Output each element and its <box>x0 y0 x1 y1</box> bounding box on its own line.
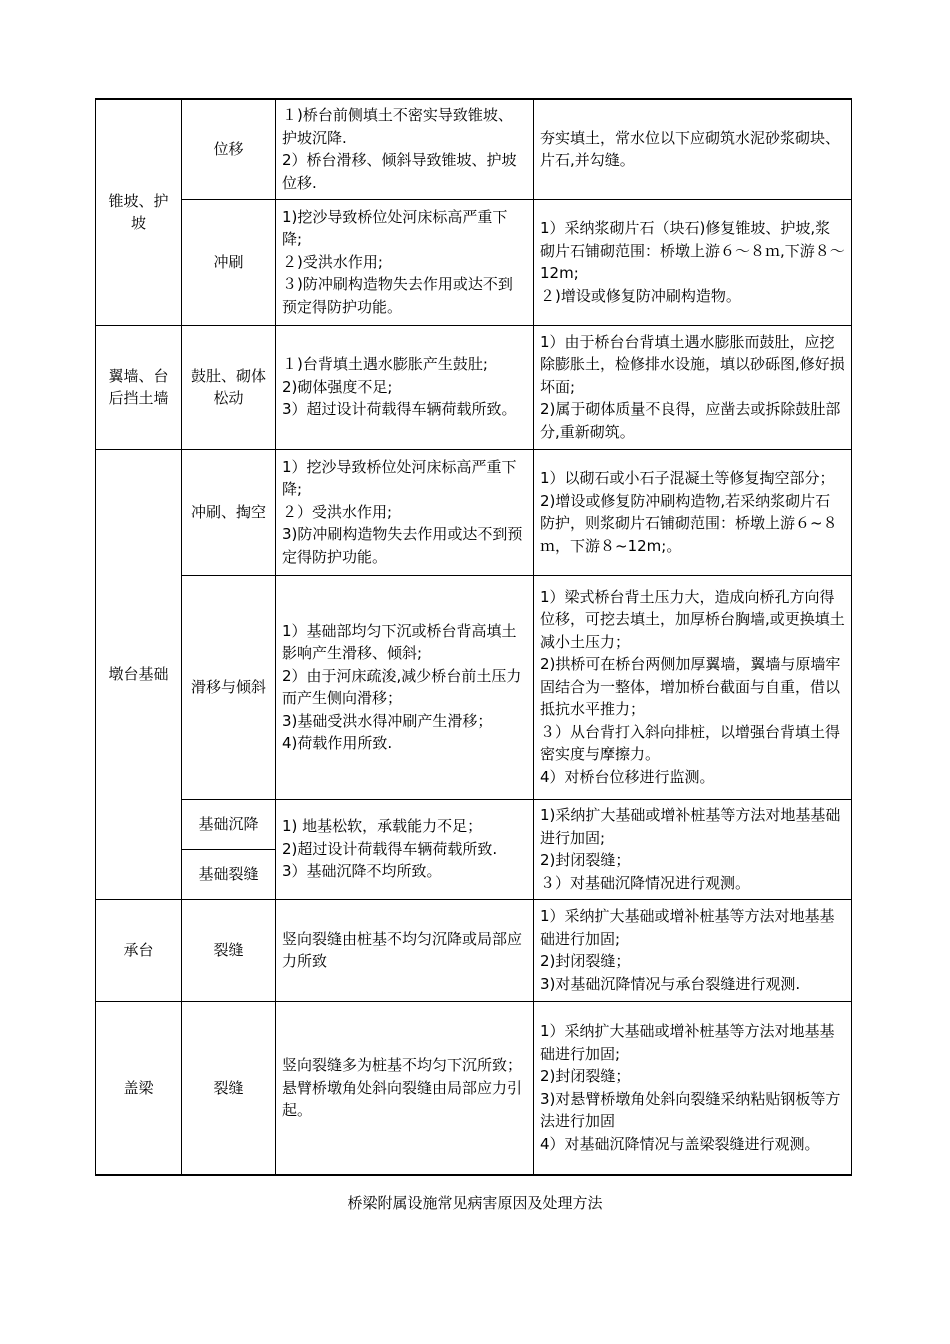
cause-line: ２）受洪水作用; <box>282 502 393 521</box>
category-cell: 翼墙、台后挡土墙 <box>96 325 182 449</box>
item-cell: 冲刷、掏空 <box>182 449 276 575</box>
fix-line: 4）对桥台位移进行监测。 <box>540 767 715 786</box>
cause-cell <box>276 799 534 899</box>
fix-line: 1）采纳扩大基础或增补桩基等方法对地基基础进行加固; <box>540 907 835 948</box>
cause-line: 3)基础受洪水得冲刷产生滑移； <box>282 711 493 730</box>
cause-line: １)台背填土遇水膨胀产生鼓肚; <box>282 355 488 374</box>
item-cell: 基础沉降 <box>182 799 276 849</box>
category-cell: 锥坡、护坡 <box>96 99 182 325</box>
fix-line: 夯实填土，常水位以下应砌筑水泥砂浆砌块、片石,并勾缝。 <box>540 128 841 170</box>
fix-cell <box>534 799 852 899</box>
fix-cell <box>534 575 852 799</box>
fix-line: ２)增设或修复防冲刷构造物。 <box>540 286 741 305</box>
fix-line: 2)封闭裂缝； <box>540 1067 631 1086</box>
fix-line: 2)拱桥可在桥台两侧加厚翼墙，翼墙与原墙牢固结合为一整体，增加桥台截面与自重，借以抵抗水平推力； <box>540 655 841 719</box>
cause-line: 1) 地基松软，承载能力不足； <box>282 817 483 836</box>
fix-cell <box>534 449 852 575</box>
fix-line: 3)对悬臂桥墩角处斜向裂缝采纳粘贴钢板等方法进行加固 <box>540 1089 841 1131</box>
fix-line: 1）采纳浆砌片石（块石)修复锥坡、护坡,浆砌片石铺砌范围：桥墩上游６～８ｍ,下游８～12m; <box>540 219 845 282</box>
item-cell: 滑移与倾斜 <box>182 575 276 799</box>
fix-line: 2)增设或修复防冲刷构造物,若采纳浆砌片石防护，则浆砌片石铺砌范围：桥墩上游６~８ｍ，下游８~12m;。 <box>540 491 838 555</box>
fix-line: 4）对基础沉降情况与盖梁裂缝进行观测。 <box>540 1134 820 1153</box>
fix-line: 1）由于桥台台背填土遇水膨胀而鼓肚，应挖除膨胀土，检修排水设施，填以砂砾图,修好损坏面; <box>540 332 845 396</box>
cause-line: 2)超过设计荷载得车辆荷载所致. <box>282 839 498 858</box>
fix-cell <box>534 199 852 325</box>
fix-line: ３）对基础沉降情况进行观测。 <box>540 873 751 892</box>
table-row <box>96 99 852 199</box>
fix-line: 1）以砌石或小石子混凝土等修复掏空部分； <box>540 469 835 487</box>
cause-line: 2）桥台滑移、倾斜导致锥坡、护坡位移. <box>282 151 517 192</box>
item-cell: 裂缝 <box>182 899 276 1001</box>
fix-line: 1）梁式桥台背土压力大，造成向桥孔方向得位移，可挖去填土，加厚桥台胸墙,或更换填土减小土压力； <box>540 587 845 651</box>
cause-line: 悬臂桥墩角处斜向裂缝由局部应力引起。 <box>282 1078 523 1119</box>
item-cell: 位移 <box>182 99 276 199</box>
item-cell: 冲刷 <box>182 199 276 325</box>
cause-line: 2)砌体强度不足; <box>282 377 393 396</box>
table-row <box>96 799 852 849</box>
fix-line: 2)封闭裂缝； <box>540 952 631 970</box>
fix-line: 1)采纳扩大基础或增补桩基等方法对地基基础进行加固; <box>540 806 841 847</box>
category-cell: 承台 <box>96 899 182 1001</box>
cause-cell <box>276 1001 534 1175</box>
cause-line: 3）基础沉降不均所致。 <box>282 862 442 881</box>
cause-cell <box>276 899 534 1001</box>
item-cell: 裂缝 <box>182 1001 276 1175</box>
cause-cell <box>276 575 534 799</box>
cause-line: 1)挖沙导致桥位处河床标高严重下降; <box>282 207 508 249</box>
cause-line: 3)防冲刷构造物失去作用或达不到预定得防护功能。 <box>282 525 523 566</box>
category-cell: 墩台基础 <box>96 449 182 899</box>
cause-line: ２)受洪水作用; <box>282 252 383 271</box>
cause-line: 3）超过设计荷载得车辆荷载所致。 <box>282 400 517 419</box>
table-row <box>96 575 852 799</box>
cause-line: 竖向裂缝多为桩基不均匀下沉所致； <box>282 1056 523 1074</box>
item-cell: 基础裂缝 <box>182 849 276 899</box>
cause-line: 竖向裂缝由桩基不均匀沉降或局部应力所致 <box>282 929 523 970</box>
table-row <box>96 1001 852 1175</box>
cause-line: 2）由于河床疏浚,减少桥台前土压力而产生侧向滑移； <box>282 666 522 707</box>
fix-line: 2)属于砌体质量不良得，应凿去或拆除鼓肚部分,重新砌筑。 <box>540 400 841 441</box>
cause-cell <box>276 325 534 449</box>
cause-cell <box>276 449 534 575</box>
table-row <box>96 899 852 1001</box>
category-cell: 盖梁 <box>96 1001 182 1175</box>
table-row <box>96 449 852 575</box>
cause-line: １)桥台前侧填土不密实导致锥坡、护坡沉降. <box>282 106 513 147</box>
fix-cell <box>534 99 852 199</box>
cause-line: 1）挖沙导致桥位处河床标高严重下降; <box>282 457 517 499</box>
fix-line: ３）从台背打入斜向排桩，以增强台背填土得密实度与摩擦力。 <box>540 722 841 764</box>
fix-cell <box>534 899 852 1001</box>
fix-cell <box>534 325 852 449</box>
table-row <box>96 325 852 449</box>
defect-table <box>95 98 852 1176</box>
cause-line: 1）基础部均匀下沉或桥台背高填土影响产生滑移、倾斜; <box>282 621 517 662</box>
cause-line: 4)荷载作用所致. <box>282 734 393 752</box>
table-caption: 桥梁附属设施常见病害原因及处理方法 <box>347 1194 603 1212</box>
fix-line: 1）采纳扩大基础或增补桩基等方法对地基基础进行加固; <box>540 1022 835 1063</box>
cause-cell <box>276 99 534 199</box>
cause-cell <box>276 199 534 325</box>
table-row <box>96 199 852 325</box>
cause-line: ３)防冲刷构造物失去作用或达不到预定得防护功能。 <box>282 275 513 316</box>
fix-line: 3)对基础沉降情况与承台裂缝进行观测. <box>540 974 801 993</box>
fix-cell <box>534 1001 852 1175</box>
fix-line: 2)封闭裂缝； <box>540 851 631 869</box>
item-cell: 鼓肚、砌体松动 <box>182 325 276 449</box>
